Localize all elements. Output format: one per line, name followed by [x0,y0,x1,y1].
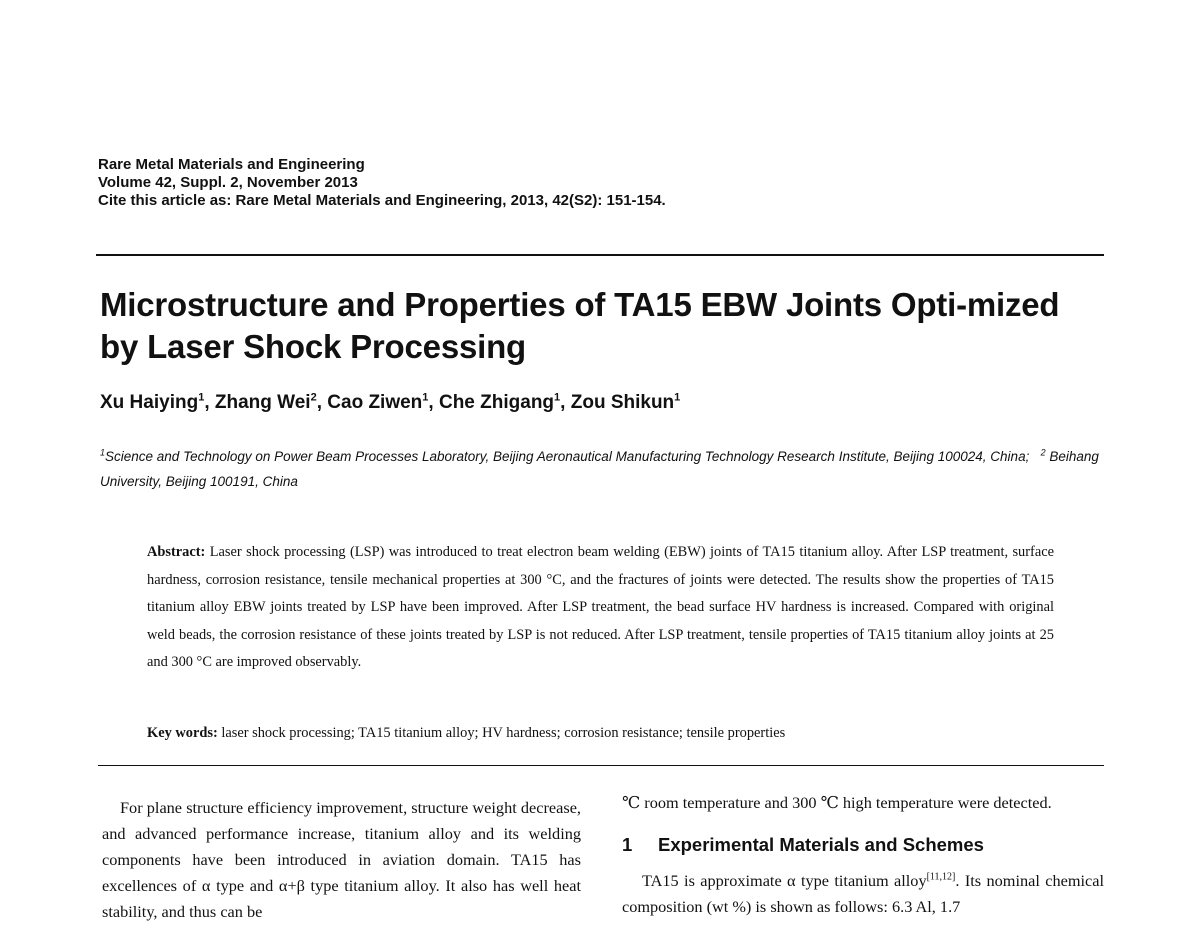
journal-volume: Volume 42, Suppl. 2, November 2013 [98,174,358,191]
abstract-label: Abstract: [147,544,206,560]
author: Xu Haiying$^1$, [100,391,215,413]
journal-header [98,156,666,210]
keywords [147,722,1054,744]
affiliation-marker: 2 [1040,447,1046,458]
author: Che Zhigang$^1$, [438,391,571,413]
journal-name: Rare Metal Materials and Engineering [98,156,365,173]
keywords-label: Key words: [147,725,218,741]
right-column [622,790,1104,920]
section-number: 1 [622,834,633,855]
affiliation-1: Science and Technology on Power Beam Processes Laboratory, Beijing Aeronautical Manufacturing Technology Research Institute, Beijing 100024, China; [105,449,1030,464]
abstract-text: Laser shock processing (LSP) was introduced to treat electron beam welding (EBW) joints of TA15 titanium alloy. After LSP treatment, surface hardness, corrosion resistance, tensile mechanical properties at 300 °C, and the fractures of joints were detected. The results show the properties of TA15 titanium alloy EBW joints treated by LSP have been improved. After LSP treatment, the bead surface HV hardness is increased. Compared with original weld beads, the corrosion resistance of these joints treated by LSP is not reduced. After LSP treatment, tensile properties of TA15 titanium alloy joints at 25 and 300 °C are improved observably. [147,544,1054,670]
article-title: Microstructure and Properties of TA15 EBW Joints Opti-mized by Laser Shock Processing [100,286,1060,365]
section-heading [622,832,1104,858]
author: Zou Shikun$^1$ [570,391,681,413]
affiliations [100,444,1104,494]
body-paragraph: For plane structure efficiency improvement, structure weight decrease, and advanced performance increase, titanium alloy and its welding components have been introduced in aviation domain. TA15 has excellences of α type and α+β type titanium alloy. It also has well heat stability, and thus can be [102,798,581,921]
citation-line: Cite this article as: Rare Metal Materials and Engineering, 2013, 42(S2): 151-154. [98,192,666,209]
author: Zhang Wei$^2$, [214,391,328,413]
author-list [100,392,680,414]
keywords-text: laser shock processing; TA15 titanium alloy; HV hardness; corrosion resistance; tensile properties [221,725,786,741]
header-rule [96,254,1104,256]
section-title: Experimental Materials and Schemes [658,834,984,855]
author: Cao Ziwen$^1$, [327,391,439,413]
affiliation-2: Beihang University, Beijing 100191, China [100,449,1099,489]
affiliation-marker: 1 [100,447,106,458]
body-paragraph: TA15 is approximate α type titanium alloy[11,12]. Its nominal chemical composition (wt %) is shown as follows: 6.3 Al, 1.7 [622,871,1105,916]
left-column [102,795,581,925]
abstract-rule [98,765,1104,766]
citation-ref: [11,12] [926,871,956,883]
abstract [147,539,1054,677]
body-paragraph-continuation: ℃ room temperature and 300 ℃ high temperature were detected. [622,793,1052,812]
